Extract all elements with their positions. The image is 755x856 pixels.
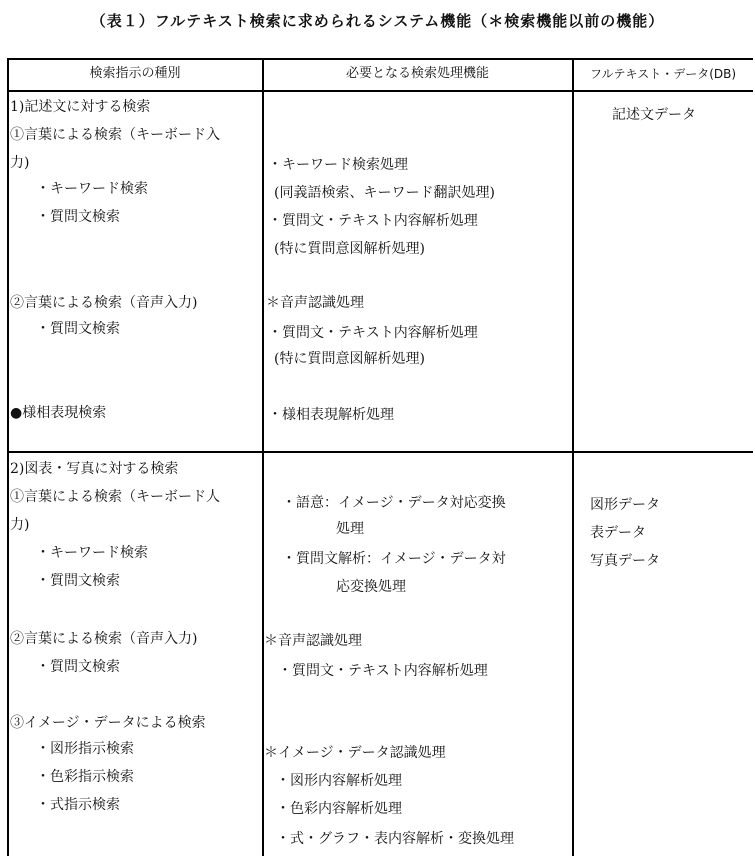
s1-proc-line: ・質問文・テキスト内容解析処理 <box>268 213 478 229</box>
table-top-border <box>7 58 753 60</box>
s2-sub2-item: ・質問文検索 <box>36 659 120 675</box>
s2-proc-line: ・質問文解析：イメージ・データ対 <box>282 551 506 567</box>
s1-sub2-item: ・質問文検索 <box>36 321 120 337</box>
s2-sub1-item: ・質問文検索 <box>36 573 120 589</box>
s2-proc-line: ・語意：イメージ・データ対応変換 <box>282 495 506 511</box>
s1-sub3-heading: ●様相表現検索 <box>10 405 107 421</box>
section1-heading: 1)記述文に対する検索 <box>10 99 151 115</box>
s1-sub1-item: ・キーワード検索 <box>36 181 148 197</box>
header-processing-function: 必要となる検索処理機能 <box>345 66 489 81</box>
s2-sub3-item: ・式指示検索 <box>36 797 120 813</box>
s1-data-type: 記述文データ <box>612 107 696 123</box>
s2-sub3-heading: ③イメージ・データによる検索 <box>10 715 206 731</box>
s2-data-type: 写真データ <box>590 553 660 569</box>
s1-proc-line: (同義語検索、キーワード翻訳処理) <box>274 185 495 201</box>
s1-sub1-line2: 力) <box>10 155 30 171</box>
s2-sub1-line1: ①言葉による検索（キーボード人 <box>10 489 220 505</box>
s1-proc-line: ・質問文・テキスト内容解析処理 <box>268 325 478 341</box>
table-title: （表１）フルテキスト検索に求められるシステム機能（＊検索機能以前の機能） <box>90 12 665 30</box>
column-divider-1 <box>262 58 264 856</box>
s1-proc-line: (特に質問意図解析処理) <box>274 351 425 367</box>
s2-sub1-line2: 力) <box>10 517 30 533</box>
section-divider <box>7 451 753 453</box>
s2-proc-line: ・図形内容解析処理 <box>276 773 402 789</box>
s1-proc-line: (特に質問意図解析処理) <box>274 241 425 257</box>
s2-sub3-item: ・色彩指示検索 <box>36 769 134 785</box>
s1-sub1-item: ・質問文検索 <box>36 209 120 225</box>
s2-data-type: 表データ <box>590 525 646 541</box>
header-divider <box>7 90 753 92</box>
s2-sub1-item: ・キーワード検索 <box>36 545 148 561</box>
s2-proc-line: ＊イメージ・データ認識処理 <box>264 745 446 761</box>
s1-sub1-line1: ①言葉による検索（キーボード入 <box>10 127 220 143</box>
left-border <box>7 58 9 856</box>
s2-proc-line: 処理 <box>336 521 364 537</box>
s2-sub2-heading: ②言葉による検索（音声入力) <box>10 631 198 647</box>
s2-proc-line: 応変換処理 <box>336 579 406 595</box>
s2-proc-line: ・質問文・テキスト内容解析処理 <box>278 663 488 679</box>
s1-proc-line: ＊音声認識処理 <box>266 295 364 311</box>
s1-proc-line: ・様相表現解析処理 <box>268 407 394 423</box>
header-fulltext-data: フルテキスト・データ(DB) <box>589 67 737 81</box>
s2-proc-line: ・式・グラフ・表内容解析・変換処理 <box>276 831 514 847</box>
s2-sub3-item: ・図形指示検索 <box>36 741 134 757</box>
section2-heading: 2)図表・写真に対する検索 <box>10 461 179 477</box>
s1-proc-line: ・キーワード検索処理 <box>268 157 408 173</box>
header-request-type: 検索指示の種別 <box>89 66 181 81</box>
s2-proc-line: ・色彩内容解析処理 <box>276 801 402 817</box>
s2-proc-line: ＊音声認識処理 <box>264 633 362 649</box>
s2-data-type: 図形データ <box>590 497 660 513</box>
s1-sub2-heading: ②言葉による検索（音声入力) <box>10 295 198 311</box>
column-divider-2 <box>572 58 574 856</box>
